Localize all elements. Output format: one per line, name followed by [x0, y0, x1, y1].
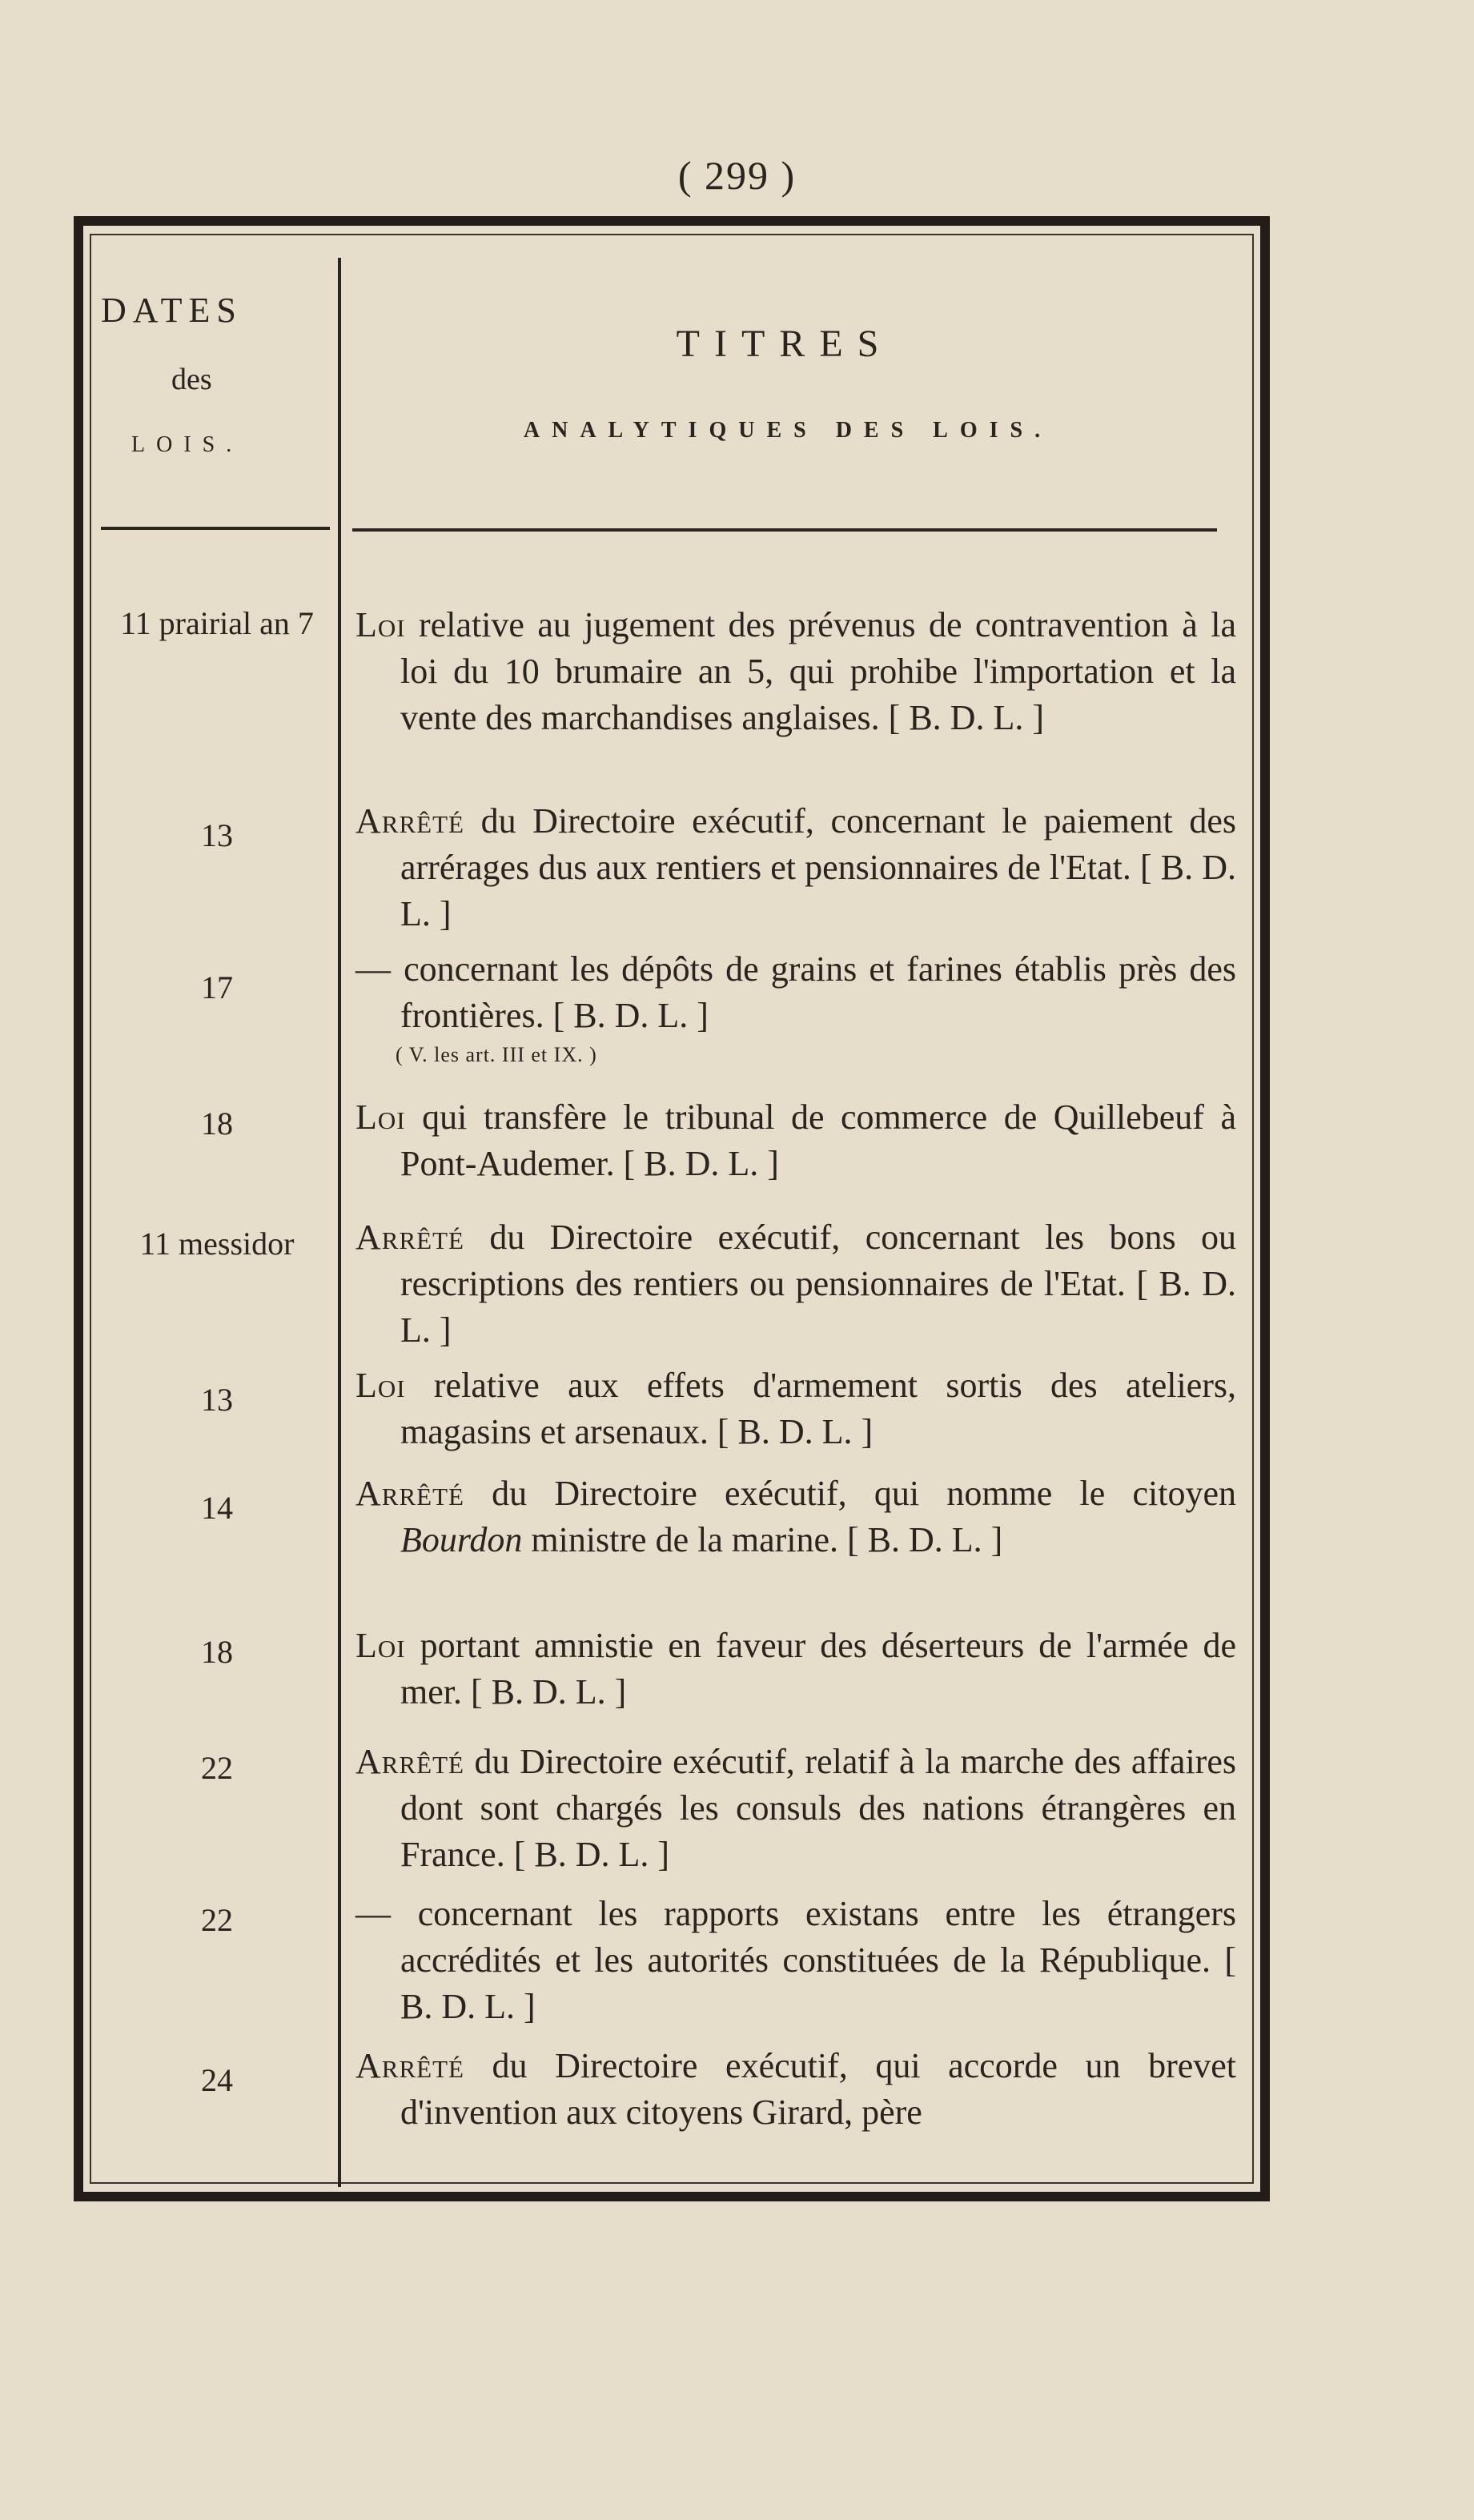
entry-date: 13: [201, 1382, 233, 1418]
entry-body: du Directoire exécutif, concernant le paiement des arrérages dus aux rentiers et pensionnaires de l'Etat. [ B. D. L. ]: [400, 801, 1236, 933]
entry-body: concernant les dépôts de grains et farines établis près des frontières. [ B. D. L. ]: [400, 949, 1236, 1035]
entry-body: portant amnistie en faveur des déserteurs de l'armée de mer. [ B. D. L. ]: [400, 1626, 1237, 1711]
entry-title: [355, 1362, 1236, 1455]
entry-body: qui transfère le tribunal de commerce de Quillebeuf à Pont-Audemer. [ B. D. L. ]: [400, 1097, 1236, 1183]
header-titres: TITRES: [676, 323, 894, 365]
entry-body: concernant les rapports existans entre les étrangers accrédités et les autorités constituées de la République. [ B. D. L. ]: [400, 1894, 1236, 2026]
entry-date: 18: [201, 1634, 233, 1670]
entry-body: du Directoire exécutif, qui accorde un brevet d'invention aux citoyens Girard, père: [400, 2046, 1237, 2132]
entry-lead: Loi: [355, 1097, 406, 1137]
entry-date: 11 prairial an 7: [120, 605, 314, 641]
entry-title: [355, 1094, 1236, 1187]
header-analytiques: ANALYTIQUES DES LOIS.: [523, 418, 1053, 443]
entry-lead: Loi: [355, 1626, 406, 1665]
entry-body: du Directoire exécutif, concernant les bons ou rescriptions des rentiers ou pensionnaires de l'Etat. [ B. D. L. ]: [400, 1218, 1236, 1350]
entry-date: 14: [201, 1490, 233, 1526]
entry-date: 11 messidor: [139, 1226, 295, 1262]
header-lois: LOIS.: [131, 432, 243, 457]
entry-italic-name: Bourdon: [400, 1520, 523, 1559]
header-rule-left: [101, 527, 330, 530]
entry-date: 24: [201, 2062, 233, 2098]
entry-title: [355, 1623, 1236, 1715]
entry-title: [355, 1214, 1236, 1354]
entry-title: [355, 602, 1236, 741]
column-divider: [338, 258, 341, 2187]
header-des: des: [171, 363, 212, 396]
entry-date: 22: [201, 1902, 233, 1938]
entry-body-end: ministre de la marine. [ B. D. L. ]: [531, 1520, 1003, 1559]
entry-title: [355, 1739, 1236, 1878]
entry-lead: Loi: [355, 1366, 406, 1405]
entry-lead: Loi: [355, 605, 406, 644]
entry-lead: Arrêté: [355, 801, 464, 841]
entry-lead: —: [355, 1894, 392, 1933]
entry-title: [355, 2043, 1236, 2136]
page-number: ( 299 ): [677, 153, 797, 198]
entry-lead: Arrêté: [355, 1742, 464, 1781]
entry-body: relative aux effets d'armement sortis des ateliers, magasins et arsenaux. [ B. D. L. ]: [400, 1366, 1236, 1451]
header-dates: DATES: [101, 291, 243, 330]
entry-date: 22: [201, 1750, 233, 1786]
entry-title: [355, 946, 1236, 1071]
entry-lead: Arrêté: [355, 2046, 464, 2085]
entry-lead: Arrêté: [355, 1474, 464, 1513]
law-index-table: [74, 216, 1270, 2201]
entry-lead: —: [355, 949, 392, 989]
entry-body: du Directoire exécutif, qui nomme le citoyen: [492, 1474, 1237, 1513]
entry-note: ( V. les art. III et IX. ): [396, 1043, 597, 1066]
entry-date: 18: [201, 1106, 233, 1142]
entry-body: relative au jugement des prévenus de contravention à la loi du 10 brumaire an 5, qui prohibe l'importation et la vente des marchandises anglaises. [ B. D. L. ]: [400, 605, 1237, 737]
entry-title: [355, 798, 1236, 937]
entry-title: [355, 1471, 1236, 1563]
entry-date: 17: [201, 969, 233, 1005]
entry-title: [355, 1891, 1236, 2030]
entry-date: 13: [201, 817, 233, 853]
entry-body: du Directoire exécutif, relatif à la marche des affaires dont sont chargés les consuls des nations étrangères en France. [ B. D. L. ]: [400, 1742, 1236, 1874]
entry-lead: Arrêté: [355, 1218, 464, 1257]
header-rule-right: [352, 528, 1217, 532]
